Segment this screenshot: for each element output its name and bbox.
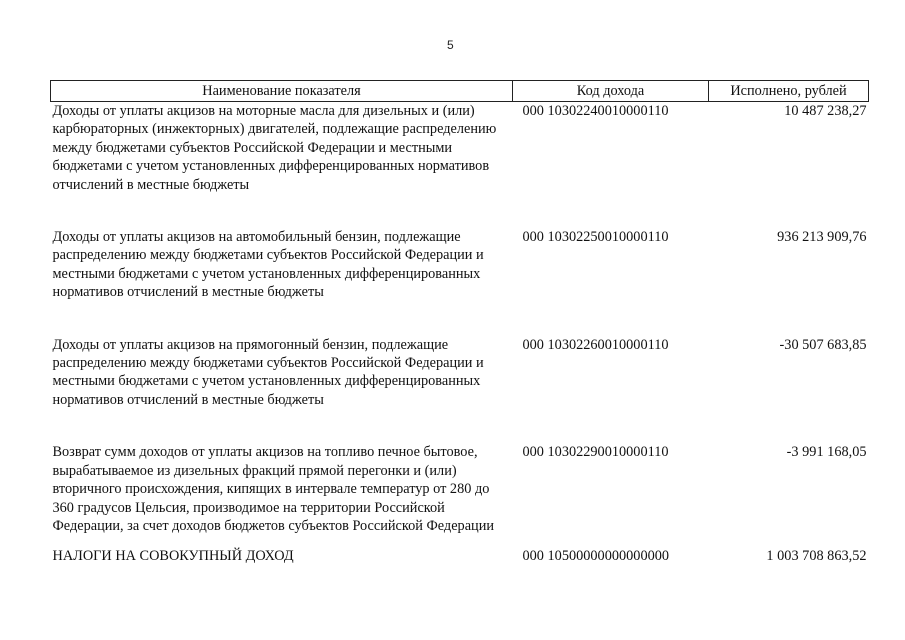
row-executed: 10 487 238,27 <box>784 103 867 119</box>
revenue-table <box>50 80 869 566</box>
table-row <box>51 102 869 229</box>
row-executed: 1 003 708 863,52 <box>766 548 867 565</box>
page-number: 5 <box>447 38 454 52</box>
row-name: НАЛОГИ НА СОВОКУПНЫЙ ДОХОД <box>52 548 294 565</box>
header-income-code: Код дохода <box>513 81 709 102</box>
table-row <box>51 547 869 565</box>
row-code: 000 10302240010000110 <box>522 103 669 119</box>
header-indicator-name: Наименование показателя <box>51 81 513 102</box>
row-name: Доходы от уплаты акцизов на автомобильный бензин, подлежащие распределению между бюджетами субъектов Российской Федерации и местными бюджетами с учетом установленных дифференцированных нормативов отчислений в местные бюджеты <box>52 229 484 301</box>
row-name: Возврат сумм доходов от уплаты акцизов на топливо печное бытовое, вырабатываемое из дизельных фракций прямой перегонки и (или) вторичного происхождения, кипящих в интервале температур от 280 до 360 градусов Цельсия, производимое на территории Российской Федерации, за счет доходов бюджетов субъектов Российской Федерации <box>52 444 494 534</box>
row-name: Доходы от уплаты акцизов на моторные масла для дизельных и (или) карбюраторных (инжекторных) двигателей, подлежащие распределению между бюджетами субъектов Российской Федерации и местными бюджетами с учетом установленных дифференцированных нормативов отчислений в местные бюджеты <box>52 103 497 193</box>
table-body <box>51 102 869 566</box>
header-executed-rubles: Исполнено, рублей <box>709 81 869 102</box>
row-executed: 936 213 909,76 <box>777 229 867 246</box>
row-code: 000 10302250010000110 <box>522 229 669 246</box>
row-executed: -3 991 168,05 <box>786 444 867 461</box>
table-row <box>51 336 869 444</box>
row-executed: -30 507 683,85 <box>779 336 867 353</box>
table-row <box>51 443 869 547</box>
table-row <box>51 228 869 336</box>
table-header <box>51 81 869 102</box>
row-code: 000 10500000000000000 <box>522 548 670 565</box>
row-name: Доходы от уплаты акцизов на прямогонный бензин, подлежащие распределению между бюджетами субъектов Российской Федерации и местными бюджетами с учетом установленных дифференцированных нормативов отчислений в местные бюджеты <box>52 336 484 408</box>
row-code: 000 10302260010000110 <box>522 336 669 353</box>
row-code: 000 10302290010000110 <box>522 444 669 461</box>
header-row <box>51 81 869 102</box>
